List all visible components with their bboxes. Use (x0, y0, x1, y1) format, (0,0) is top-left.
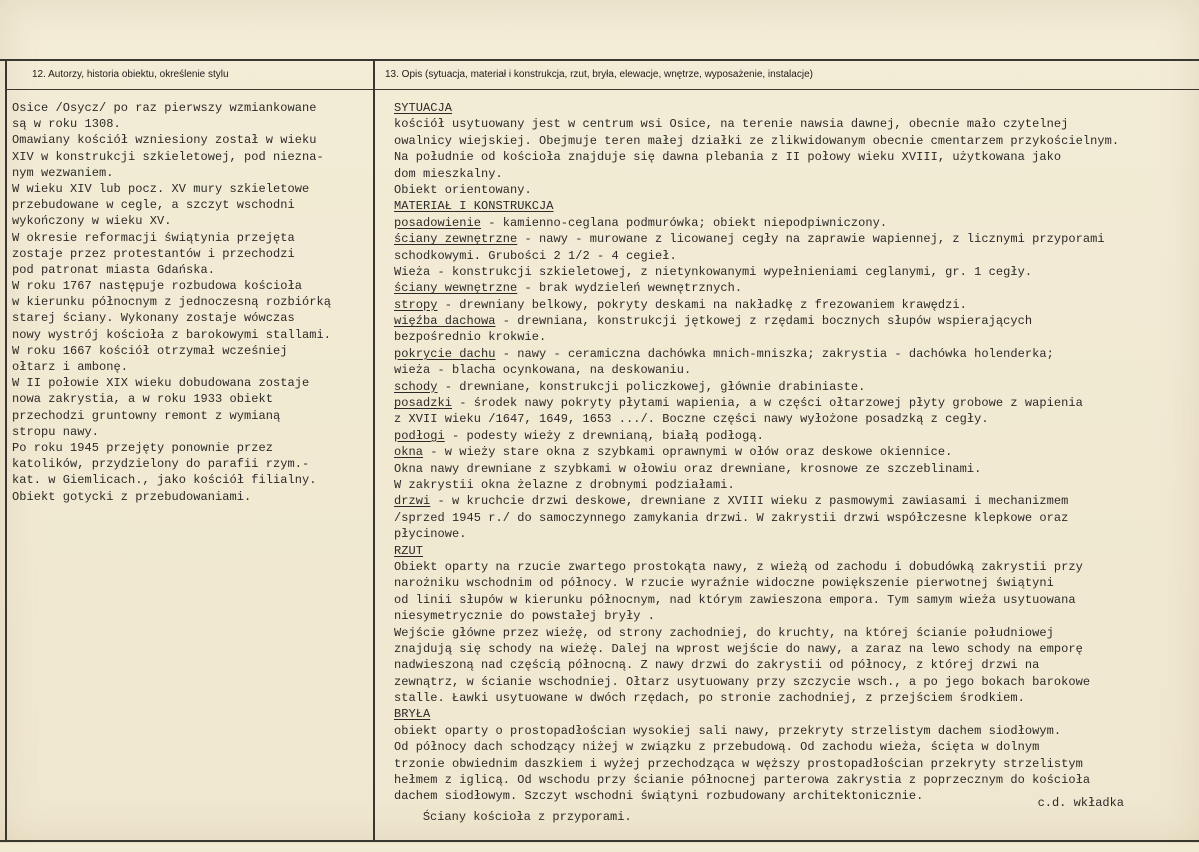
frame-left-line (5, 59, 7, 842)
description-line (394, 608, 1194, 624)
description-line (394, 313, 1194, 329)
underlined-term: więźba dachowa (394, 314, 496, 329)
description-text: wieża - blacha ocynkowana, na deskowaniu. (394, 363, 692, 378)
description-line (394, 395, 1194, 411)
description-text: Wejście główne przez wieżę, od strony zachodniej, do kruchty, na której ścianie południowej (394, 625, 1054, 640)
underlined-term: pokrycie dachu (394, 346, 496, 361)
description-text: - nawy - murowane z licowanej cegły na zaprawie wapiennej, z licznymi przyporami (517, 232, 1105, 247)
description-line (394, 149, 1194, 165)
description-line (394, 116, 1194, 132)
history-line: katolików, przydzielony do parafii rzym.- (12, 457, 310, 472)
description-text: hełmem z iglicą. Od wschodu przy ścianie północnej parterowa zakrystia z poprzecznym do kościoła (394, 773, 1091, 788)
description-line (394, 166, 1194, 182)
description-text: nadwieszoną nad częścią północną. Z nawy drzwi do zakrystii od północy, z której drzwi na (394, 658, 1040, 673)
footer-last-sentence: Ściany kościoła z przyporami. (422, 810, 632, 824)
description-line (394, 346, 1194, 362)
description-text: Wieża - konstrukcji szkieletowej, z nietynkowanymi wypełnieniami ceglanymi, gr. 1 cegły. (394, 264, 1033, 279)
description-line (394, 444, 1194, 460)
right-section-heading: 13. Opis (sytuacja, materiał i konstrukcja, rzut, bryła, elewacje, wnętrze, wyposażenie, instalacje) (385, 69, 813, 80)
description-text: Obiekt orientowany. (394, 182, 532, 197)
frame-top-line (0, 59, 1199, 61)
underlined-term: posadzki (394, 396, 453, 411)
history-line: stropu nawy. (12, 424, 100, 439)
history-line: zostaje przez protestantów i przechodzi (12, 246, 295, 261)
history-line: nowa zakrystia, a w roku 1933 obiekt (12, 392, 274, 407)
description-text: dom mieszkalny. (394, 166, 503, 181)
history-line: Omawiany kościół wzniesiony został w wieku (12, 133, 317, 148)
left-heading-rule (5, 89, 373, 90)
footer-line (394, 796, 1124, 852)
description-line (394, 657, 1194, 673)
description-line (394, 559, 1194, 575)
description-line (394, 248, 1194, 264)
underlined-term: ściany zewnętrzne (394, 232, 518, 247)
underlined-term: RZUT (394, 543, 424, 558)
description-line (394, 231, 1194, 247)
underlined-term: schody (394, 379, 438, 394)
description-text: - środek nawy pokryty płytami wapienia, a w części ołtarzowej płyty grobowe z wapienia (452, 396, 1083, 411)
history-line: W okresie reformacji świątynia przejęta (12, 230, 295, 245)
description-line (394, 264, 1194, 280)
underlined-term: ściany wewnętrzne (394, 281, 518, 296)
underlined-term: stropy (394, 297, 438, 312)
history-line: nym wezwaniem. (12, 165, 114, 180)
description-line (394, 756, 1194, 772)
history-line: W wieku XIV lub pocz. XV mury szkieletowe (12, 181, 310, 196)
description-line (394, 625, 1194, 641)
description-text: - nawy - ceramiczna dachówka mnich-mniszka; zakrystia - dachówka holenderka; (495, 346, 1054, 361)
history-line: przechodzi gruntowny remont z wymianą (12, 408, 281, 423)
description-line (394, 215, 1194, 231)
description-text: narożniku wschodnim od północy. W rzucie wyraźnie widoczne powiększenie pierwotnej świątyni (394, 576, 1054, 591)
description-line (394, 772, 1194, 788)
history-line: Obiekt gotycki z przebudowaniami. (12, 489, 252, 504)
description-text: Okna nawy drewniane z szybkami w ołowiu oraz drewniane, krosnowe ze szczeblinami. (394, 461, 982, 476)
history-line: Osice /Osycz/ po raz pierwszy wzmiankowane (12, 101, 317, 115)
description-text: niesymetrycznie do powstałej bryły . (394, 609, 656, 624)
description-text: z XVII wieku /1647, 1649, 1653 .../. Boczne części nawy wyłożone posadzką z cegły. (394, 412, 989, 427)
description-text: - podesty wieży z drewnianą, białą podłogą. (444, 428, 764, 443)
description-text: kościół usytuowany jest w centrum wsi Osice, na terenie nawsia dawnej, obecnie mało czytelnej (394, 117, 1069, 132)
description-text: /sprzed 1945 r./ do samoczynnego zamykania drzwi. W zakrystii drzwi współczesne klepkowe oraz (394, 510, 1069, 525)
underlined-term: posadowienie (394, 215, 482, 230)
description-text: owalnicy wiejskiej. Obejmuje teren małej działki ze zlikwidowanym obecnie cmentarzem przykościelnym. (394, 133, 1120, 148)
history-line: pod patronat miasta Gdańska. (12, 262, 216, 277)
description-text: Obiekt oparty na rzucie zwartego prostokąta nawy, z wieżą od zachodu i dobudówką zakrystii przy (394, 559, 1083, 574)
description-line (394, 100, 1194, 116)
history-line: przebudowane w cegle, a szczyt wschodni (12, 198, 295, 213)
history-line: wykończony w wieku XV. (12, 214, 172, 229)
history-line: są w roku 1308. (12, 117, 121, 132)
description-line (394, 690, 1194, 706)
history-line: W roku 1667 kościół otrzymał wcześniej (12, 343, 288, 358)
description-text-column (394, 100, 1194, 805)
description-line (394, 723, 1194, 739)
continuation-note: c.d. wkładka (1037, 796, 1124, 810)
description-text: płycinowe. (394, 527, 467, 542)
underlined-term: drzwi (394, 494, 431, 509)
description-line (394, 543, 1194, 559)
description-text: stalle. Ławki usytuowane w dwóch rzędach, po stronie zachodniej, z przejściem środkiem. (394, 691, 1025, 706)
description-text: - w wieży stare okna z szybkami oprawnymi w ołów oraz deskowe okiennice. (423, 445, 953, 460)
underlined-term: okna (394, 445, 424, 460)
description-text: - drewniany belkowy, pokryty deskami na nakładkę z frezowaniem krawędzi. (437, 297, 967, 312)
description-line (394, 362, 1194, 378)
description-line (394, 575, 1194, 591)
column-divider (373, 59, 375, 842)
description-line (394, 477, 1194, 493)
description-text: znajdują się schody na wieżę. Dalej na wprost wejście do nawy, a zaraz na lewo schody na emporę (394, 641, 1083, 656)
description-line (394, 706, 1194, 722)
description-text: W zakrystii okna żelazne z drobnymi podziałami. (394, 477, 735, 492)
description-line (394, 280, 1194, 296)
description-text: trzonie obwiednim daszkiem i wyżej przechodząca w węższy prostopadłościan przekryty strzelistym (394, 756, 1083, 771)
description-text: zewnątrz, w ścianie wschodniej. Ołtarz usytuowany przy szczycie wsch., a po jego bokach barokowe (394, 674, 1091, 689)
history-line: w kierunku północnym z jednoczesną rozbiórką (12, 295, 332, 310)
description-text: - w kruchcie drzwi deskowe, drewniane z XVIII wieku z pasmowymi zawiasami i mechanizmem (430, 494, 1069, 509)
description-text: - kamienno-ceglana podmurówka; obiekt niepodpiwniczony. (481, 215, 888, 230)
description-text: Na południe od kościoła znajduje się dawna plebania z II połowy wieku XVIII, użytkowana jako (394, 150, 1062, 165)
description-line (394, 411, 1194, 427)
description-line (394, 329, 1194, 345)
description-text: - drewniana, konstrukcji jętkowej z rzędami bocznych słupów wspierających (495, 314, 1033, 329)
left-section-heading: 12. Autorzy, historia obiektu, określenie stylu (32, 69, 229, 80)
history-line: W II połowie XIX wieku dobudowana zostaje (12, 376, 310, 391)
history-line: starej ściany. Wykonany zostaje wówczas (12, 311, 295, 326)
history-line: W roku 1767 następuje rozbudowa kościoła (12, 279, 303, 294)
description-line (394, 182, 1194, 198)
description-line (394, 510, 1194, 526)
description-text: - brak wydzieleń wewnętrznych. (517, 281, 743, 296)
description-line (394, 739, 1194, 755)
history-line: ołtarz i ambonę. (12, 360, 129, 374)
description-line (394, 493, 1194, 509)
description-line (394, 379, 1194, 395)
underlined-term: SYTUACJA (394, 101, 453, 115)
right-heading-rule (375, 89, 1199, 90)
description-text: dachem siodłowym. Szczyt wschodni świątyni rozbudowany architektonicznie. (394, 789, 924, 804)
history-text-column (12, 100, 370, 505)
underlined-term: MATERIAŁ I KONSTRUKCJA (394, 199, 554, 214)
history-line: XIV w konstrukcji szkieletowej, pod niezna- (12, 149, 324, 164)
description-line (394, 297, 1194, 313)
description-text: od linii słupów w kierunku północnym, nad którym zawieszona empora. Tym samym wieża usytuowana (394, 592, 1076, 607)
description-line (394, 674, 1194, 690)
description-text: - drewniane, konstrukcji policzkowej, głównie drabiniaste. (437, 379, 866, 394)
history-line: kat. w Giemlicach., jako kościół filialny. (12, 473, 317, 488)
description-line (394, 428, 1194, 444)
description-line (394, 526, 1194, 542)
history-line: nowy wystrój kościoła z barokowymi stallami. (12, 327, 332, 342)
history-line: Po roku 1945 przejęty ponownie przez (12, 440, 274, 455)
underlined-term: podłogi (394, 428, 445, 443)
description-line (394, 461, 1194, 477)
description-line (394, 198, 1194, 214)
description-text: Od północy dach schodzący niżej w związku z przebudową. Od zachodu wieża, ścięta w dolnym (394, 740, 1040, 755)
description-line (394, 592, 1194, 608)
underlined-term: BRYŁA (394, 707, 431, 722)
description-text: obiekt oparty o prostopadłościan wysokiej sali nawy, przekryty strzelistym dachem siodłowym. (394, 723, 1062, 738)
description-text: bezpośrednio krokwie. (394, 330, 547, 345)
description-text: schodkowymi. Grubości 2 1/2 - 4 cegieł. (394, 248, 677, 263)
description-line (394, 133, 1194, 149)
description-line (394, 641, 1194, 657)
